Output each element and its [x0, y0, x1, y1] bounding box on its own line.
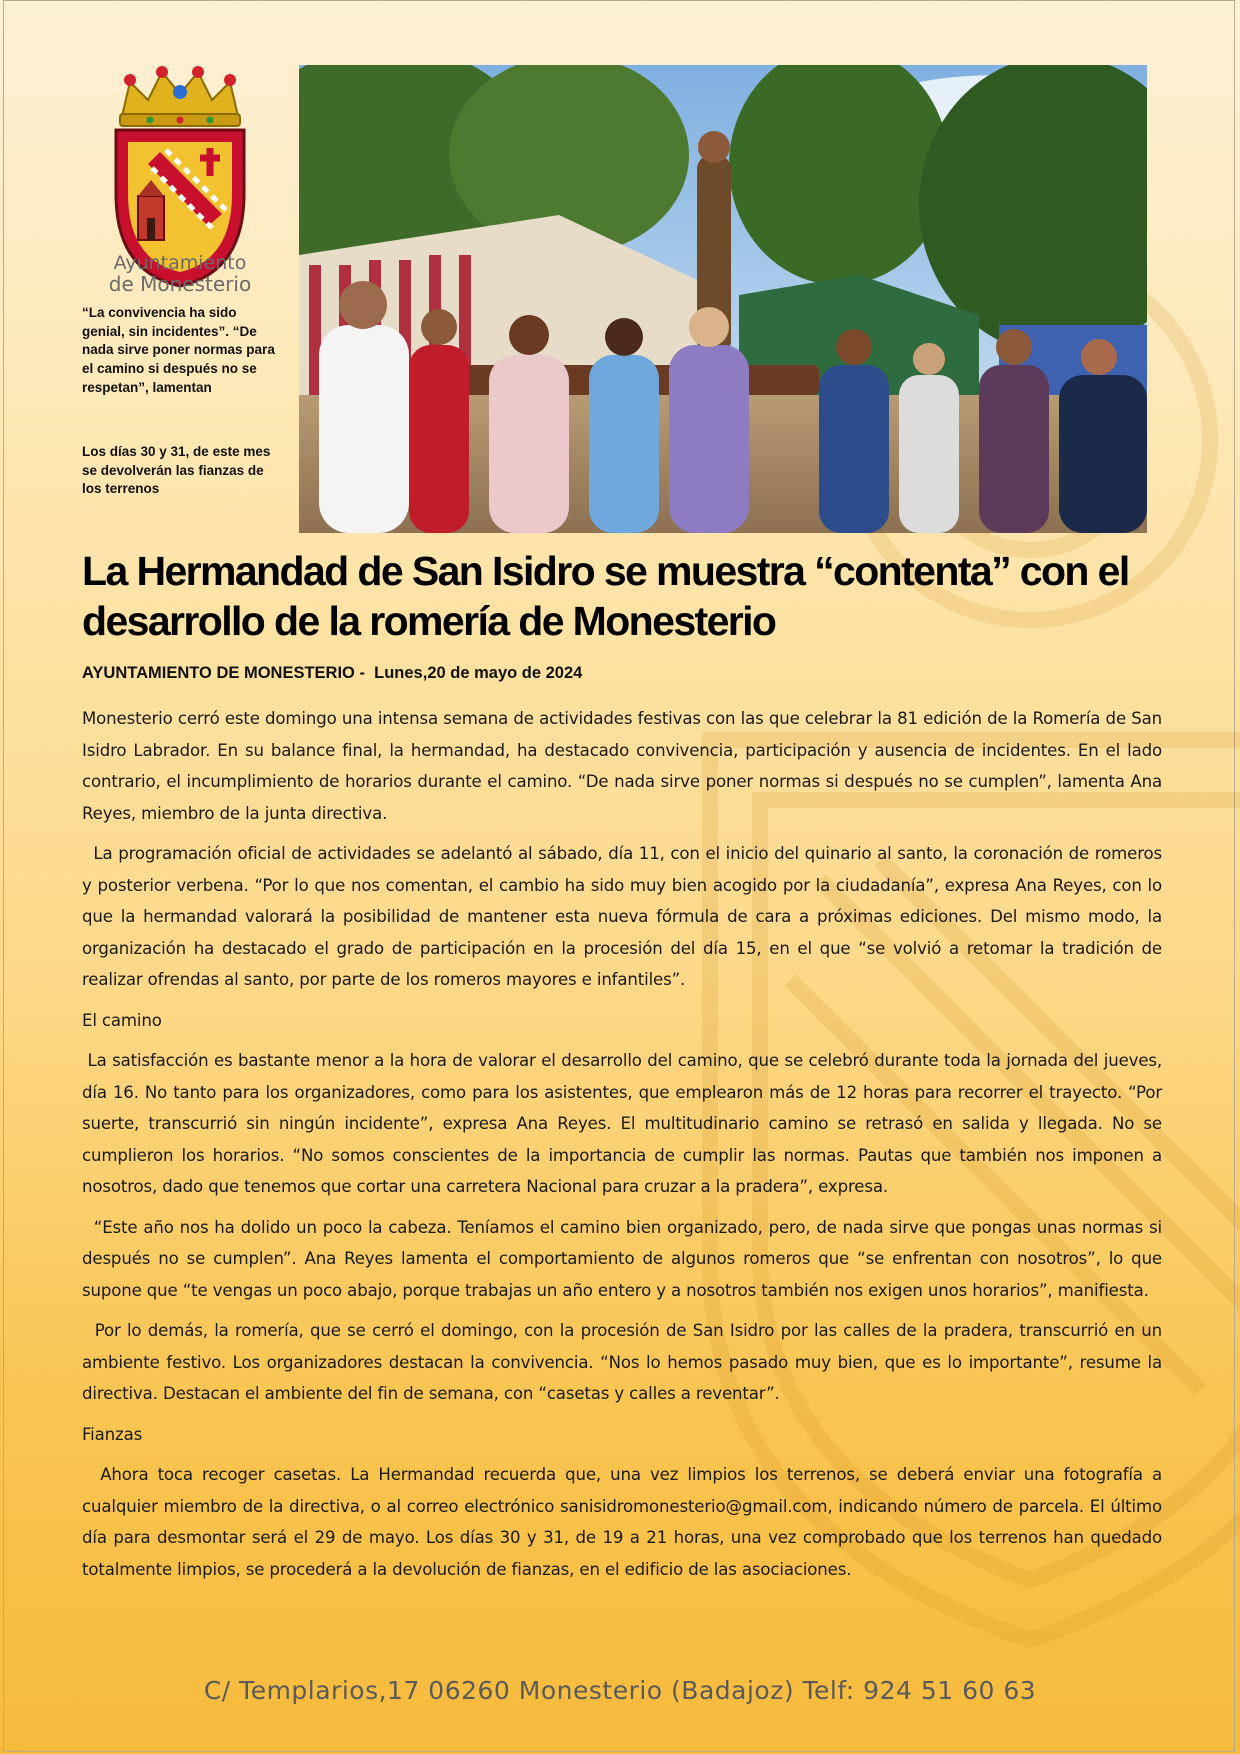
paragraph: La programación oficial de actividades se adelantó al sábado, día 11, con el inicio del quinario al santo, la coronación de romeros y posterior verbena. “Por lo que nos comentan, el cambio ha sido muy bien acogido por la ciudadanía”, expresa Ana Reyes, con lo que la hermandad valorará la posibilidad de mantener esta nueva fórmula de cara a próximas ediciones. Del mismo modo, la organización ha destacado el grado de participación en la procesión del día 15, en el que “se volvió a retomar la tradición de realizar ofrendas al santo, por parte de los romeros mayores e infantiles”.: [82, 844, 1168, 989]
section-heading-el-camino: El camino: [82, 1010, 162, 1030]
footer-address: C/ Templarios,17 06260 Monesterio (Badajoz) Telf: 924 51 60 63: [203, 1676, 1037, 1705]
article-headline: La Hermandad de San Isidro se muestra “contenta” con el desarrollo de la romería de Monesterio: [82, 548, 1129, 644]
procession-photo: [299, 65, 1147, 533]
paragraph: Monesterio cerró este domingo una intensa semana de actividades festivas con las que celebrar la 81 edición de la Romería de San Isidro Labrador. En su balance final, la hermandad, ha destacado convivencia, participación y ausencia de incidentes. En el lado contrario, el incumplimiento de horarios durante el camino. “De nada sirve poner normas si después no se cumplen”, lamenta Ana Reyes, miembro de la junta directiva.: [82, 709, 1162, 823]
paragraph: La satisfacción es bastante menor a la hora de valorar el desarrollo del camino, que se celebró durante toda la jornada del jueves, día 16. No tanto para los organizadores, como para los asistentes, que emplearon más de 12 horas para recorrer el trayecto. “Por suerte, transcurrió sin ningún incidente”, expresa Ana Reyes. El multitudinario camino se retrasó en salida y llegada. No se cumplieron los horarios. “No somos conscientes de la importancia de cumplir las normas. Pautas que también nos imponen a nosotros, dado que tenemos que cortar una carretera Nacional para cruzar a la pradera”, expresa.: [82, 1051, 1168, 1196]
logo-line-2: de Monesterio: [108, 271, 252, 296]
paragraph: Por lo demás, la romería, que se cerró el domingo, con la procesión de San Isidro por las calles de la pradera, transcurrió en un ambiente festivo. Los organizadores destacan la convivencia. “Nos lo hemos pasado muy bien, que es lo importante”, resume la directiva. Destacan el ambiente del fin de semana, con “casetas y calles a reventar”.: [82, 1321, 1168, 1403]
sidebar-quote: “La convivencia ha sido genial, sin incidentes”. “De nada sirve poner normas para el camino si después no se respetan”, lamentan: [82, 305, 275, 395]
article-body: [82, 703, 1168, 1594]
sidebar-note: Los días 30 y 31, de este mes se devolverán las fianzas de los terrenos: [82, 444, 271, 497]
paragraph: Ahora toca recoger casetas. La Hermandad recuerda que, una vez limpios los terrenos, se deberá enviar una fotografía a cualquier miembro de la directiva, o al correo electrónico sanisidromonesterio@gmail.com, indicando número de parcela. El último día para desmontar será el 29 de mayo. Los días 30 y 31, de 19 a 21 horas, una vez comprobado que los terrenos han quedado totalmente limpios, se procederá a la devolución de fianzas, en el edificio de las asociaciones.: [82, 1465, 1168, 1579]
logo-text: [100, 254, 260, 295]
paragraph: “Este año nos ha dolido un poco la cabeza. Teníamos el camino bien organizado, pero, de nada sirve que pongas unas normas si después no se cumplen”. Ana Reyes lamenta el comportamiento de algunos romeros que “se enfrentan con nosotros”, lo que supone que “te vengas un poco abajo, porque trabajas un año entero y a nosotros también nos exigen unos horarios”, manifiesta.: [82, 1217, 1168, 1300]
byline-date: Lunes,20 de mayo de 2024: [374, 664, 583, 682]
crown-icon: [120, 66, 240, 126]
byline-source: AYUNTAMIENTO DE MONESTERIO -: [82, 664, 375, 682]
logo-line-1: Ayuntamiento: [113, 252, 247, 274]
section-heading-fianzas: Fianzas: [82, 1424, 143, 1444]
byline: [82, 664, 582, 683]
